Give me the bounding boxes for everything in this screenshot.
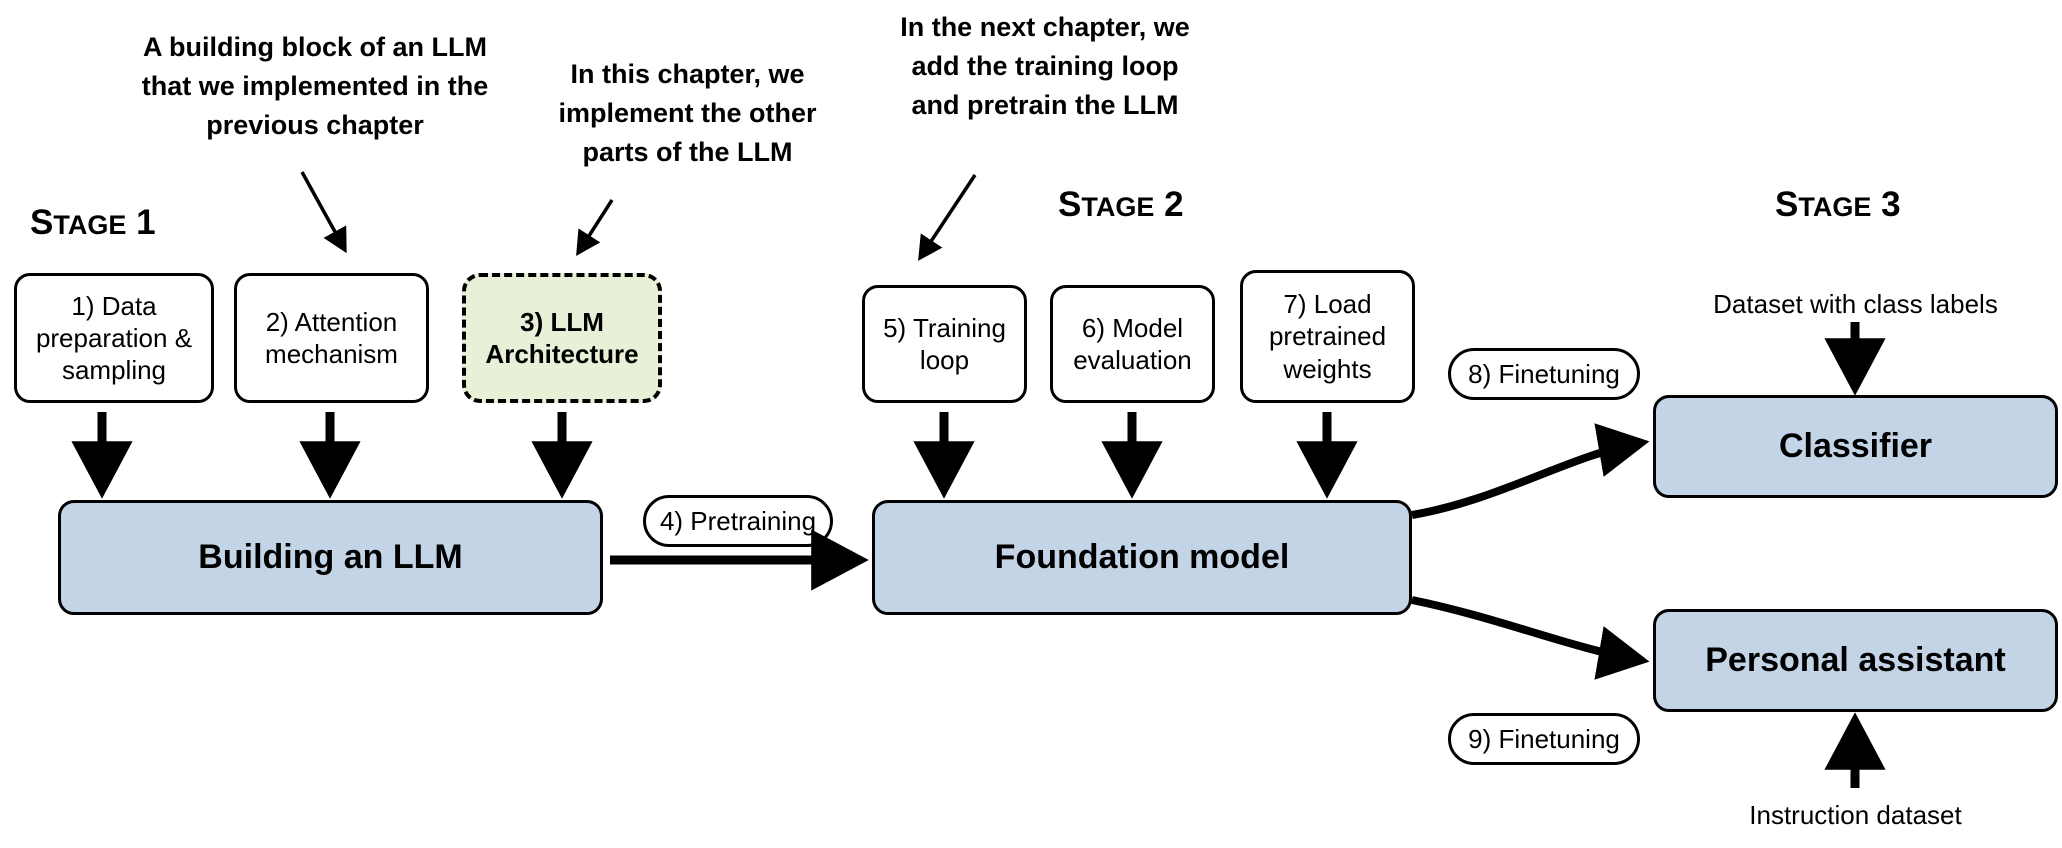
stage-3-header [1775,185,1901,225]
step-box-attention-mechanism[interactable]: 2) Attention mechanism [234,273,429,403]
step-box-llm-architecture[interactable]: 3) LLM Architecture [462,273,662,403]
stage-1-prefix: S [30,203,54,242]
pill-pretraining[interactable]: 4) Pretraining [643,495,833,547]
step-box-training-loop[interactable]: 5) Training loop [862,285,1027,403]
box-classifier[interactable]: Classifier [1653,395,2058,498]
step-box-load-pretrained-weights[interactable]: 7) Load pretrained weights [1240,270,1415,403]
arrow-foundation-model-to-personal-assistant [1412,600,1640,660]
label-instruction-dataset: Instruction dataset [1749,800,1962,830]
arrow-callout-next-to-training-loop [920,175,975,258]
stage-2-prefix: S [1058,185,1082,224]
box-personal-assistant[interactable]: Personal assistant [1653,609,2058,712]
arrow-callout-this-to-architecture [578,200,612,253]
step-box-model-evaluation[interactable]: 6) Model evaluation [1050,285,1215,403]
callout-previous-chapter: A building block of an LLM that we implemented in the previous chapter [141,32,489,141]
box-foundation-model[interactable]: Foundation model [872,500,1412,615]
stage-2-number: 2 [1164,185,1184,224]
arrow-callout-previous-to-attention [302,172,345,250]
stage-1-rest: TAGE [53,210,127,240]
box-building-an-llm[interactable]: Building an LLM [58,500,603,615]
stage-1-number: 1 [136,203,156,242]
callout-this-chapter: In this chapter, we implement the other parts of the LLM [558,59,817,168]
stage-3-number: 3 [1881,185,1901,224]
stage-2-rest: TAGE [1081,192,1155,222]
stage-2-header [1058,185,1184,225]
pill-finetuning-classifier[interactable]: 8) Finetuning [1448,348,1640,400]
arrow-foundation-model-to-classifier [1412,443,1640,515]
stage-1-header [30,203,156,243]
pill-finetuning-assistant[interactable]: 9) Finetuning [1448,713,1640,765]
callout-next-chapter: In the next chapter, we add the training loop and pretrain the LLM [900,12,1190,121]
step-box-data-preparation[interactable]: 1) Data preparation & sampling [14,273,214,403]
label-dataset-with-class-labels: Dataset with class labels [1713,289,1998,319]
stage-3-rest: TAGE [1798,192,1872,222]
stage-3-prefix: S [1775,185,1799,224]
